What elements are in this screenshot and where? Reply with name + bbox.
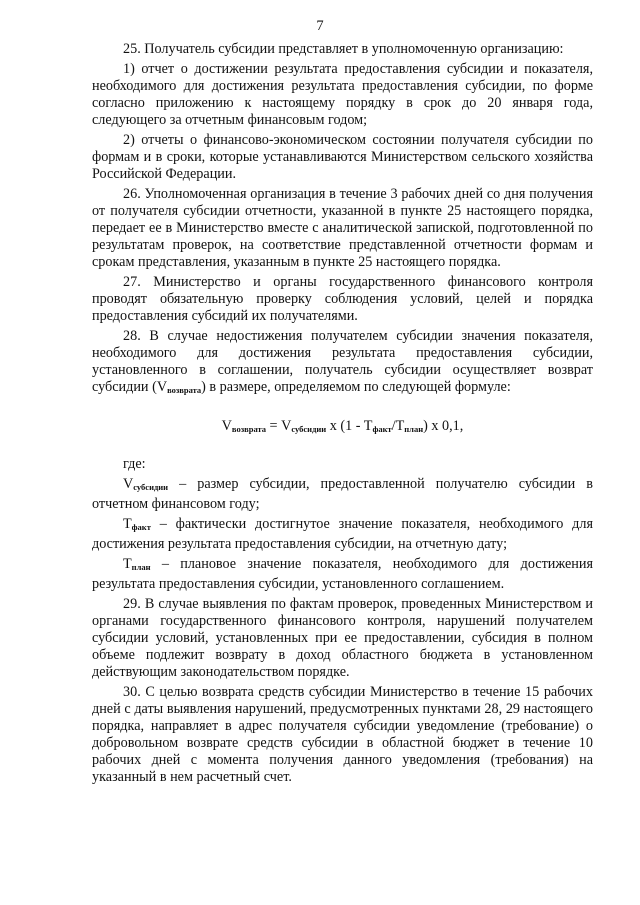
formula-sub-return: возврата	[231, 424, 266, 434]
legend-v-subsidy	[92, 476, 593, 513]
legend-sub-fact: факт	[131, 522, 151, 532]
paragraph-25-item-1: 1) отчет о достижении результата предоставления субсидии и показателя, необходимого для достижения результата предоставления субсидии, по форме согласно приложению к настоящему порядку в срок до 20 января года, следующего за отчетным финансовым годом;	[92, 61, 593, 128]
paragraph-27: 27. Министерство и органы государственного финансового контроля проводят обязательную проверку соблюдения условий, целей и порядка предоставления субсидий их получателями.	[92, 274, 593, 324]
legend-sub-plan: план	[131, 562, 151, 572]
legend-t-fact	[92, 516, 593, 553]
paragraph-30: 30. С целью возврата средств субсидии Министерство в течение 15 рабочих дней с даты выявления нарушений, предусмотренных пунктами 28, 29 настоящего порядка, направляет в адрес получателя субсидии уведомление (требование) о добровольном возврате средств субсидии в областной бюджет в течение 10 рабочих дней с момента получения данного уведомления (требования) на указанный в нем расчетный счет.	[92, 684, 593, 785]
formula-sub-fact: факт	[372, 424, 392, 434]
formula-sub-subsidy: субсидии	[291, 424, 327, 434]
legend-v-subsidy-text: – размер субсидии, предоставленной получателю субсидии в отчетном финансовом году;	[92, 476, 593, 512]
formula-tail: ) x 0,1,	[423, 418, 464, 434]
legend-t-plan-text: – плановое значение показателя, необходимого для достижения результата предоставления субсидии, установленного соглашением.	[92, 556, 593, 592]
formula-times-open: x (1 -	[329, 418, 361, 434]
paragraph-28-text-end: ) в размере, определяемом по следующей формуле:	[201, 379, 511, 395]
paragraph-25: 25. Получатель субсидии представляет в уполномоченную организацию:	[123, 41, 564, 57]
formula-v-subsidy: V	[281, 418, 292, 434]
v-symbol: V	[156, 379, 168, 395]
paragraph-26: 26. Уполномоченная организация в течение 3 рабочих дней со дня получения от получателя субсидии отчетности, указанной в пункте 25 настоящего порядка, передает ее в Министерство вместе с аналитической запиской, подготовленной по результатам проверок, на соответствие представленной отчетности формам и срокам представления, указанным в пункте 25 настоящего порядка.	[92, 186, 593, 270]
legend-t-fact-symbol: T	[123, 516, 132, 532]
formula-equals: =	[269, 418, 278, 434]
paragraph-28-text-start: 28. В случае недостижения получателем субсидии значения показателя, необходимого для достижения результата предоставления субсидии, установленного в соглашении, получатель субсидии осуществляет возврат субсидии (	[92, 328, 593, 395]
formula-sub-plan: план	[404, 424, 424, 434]
document-body	[92, 41, 593, 789]
formula-v-return: V	[221, 418, 232, 434]
legend-t-plan-symbol: T	[123, 556, 132, 572]
formula-t-fact: T	[363, 418, 373, 434]
subscript-return: возврата	[167, 385, 202, 395]
legend-where: где:	[123, 456, 146, 472]
paragraph-25-item-2: 2) отчеты о финансово-экономическом состоянии получателя субсидии по формам и в сроки, которые устанавливаются Министерством сельского хозяйства Российской Федерации.	[92, 132, 593, 182]
page-number: 7	[316, 18, 324, 34]
formula-slash: /	[391, 418, 396, 434]
legend-sub-subsidy: субсидии	[133, 482, 169, 492]
legend-t-fact-text: – фактически достигнутое значение показателя, необходимого для достижения результата предоставления субсидии, на отчетную дату;	[92, 516, 593, 552]
paragraph-28	[92, 328, 593, 399]
formula-t-plan: T	[395, 418, 405, 434]
paragraph-29: 29. В случае выявления по фактам проверок, проведенных Министерством и органами государственного финансового контроля, нарушений получателем субсидии условий, установленных при ее предоставлении, субсидия в полном объеме подлежит возврату в доход областного бюджета в установленном действующим законодательством порядке.	[92, 596, 593, 680]
return-formula	[92, 417, 593, 438]
legend-t-plan	[92, 556, 593, 593]
legend-v-symbol: V	[123, 476, 134, 492]
